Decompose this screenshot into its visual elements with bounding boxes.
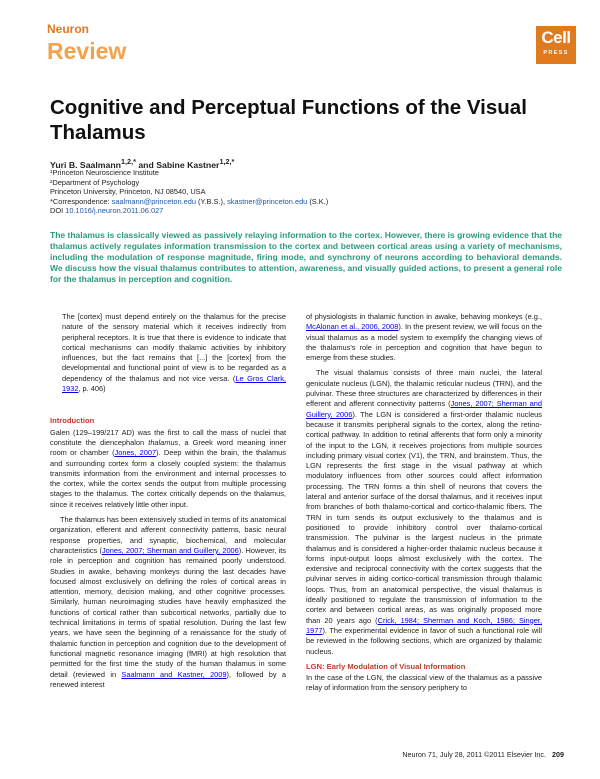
affiliations (50, 168, 328, 216)
section-heading-introduction: Introduction (50, 416, 95, 426)
abstract: The thalamus is classically viewed as passively relaying information to the cortex. However, there is growing evidence that the thalamus actively regulates information transmission to the cortex and between cortical areas using a variety of mechanisms, including the modulation of response magnitude, firing mode, and synchrony of neurons according to behavioral demands. We discuss how the visual thalamus contributes to attention, awareness, and visually guided actions, to present a general role for the thalamus in perception and cognition. (50, 230, 562, 284)
epigraph-citation[interactable]: Le Gros Clark, 1932 (62, 373, 286, 394)
text-run: ). The LGN is considered a first-order thalamic nucleus because it transmits peripheral signals to the cortex, along the retino-cortical pathway. In addition to retinal afferents that form only a minority of the input to the LGN, it receives projections from multiple sources including primary visual cortex (V1), the TRN, and brainstem. Thus, the LGN represents the first stage in the visual pathway at which modulatory influences from other sources could affect information processing. The TRN forms a thin shell of neurons that covers the lateral and anterior surface of the dorsal thalamus, and it receives input from branches of both thalamo-cortical and cortico-thalamic fibers. The TRN in turn sends its output exclusively to the thalamus and is positioned to provide inhibitory control over thalamo-cortical transmission. The pulvinar is the largest nucleus in the primate thalamus and is considered a higher-order thalamic nucleus because it forms input-output loops almost exclusively with the cortex. The extensive and reciprocal connectivity with the cortex suggests that the pulvinar serves in aiding cortico-cortical transmission through thalamic loops. Thus, from an anatomical perspective, the visual thalamus is ideally positioned to regulate the transmission of information to the cortex and between cortical areas, as was originally proposed more than 20 years ago ( (306, 409, 542, 625)
text-run: ), followed by a renewed interest (50, 669, 286, 689)
epigraph-page: , p. 406) (78, 384, 106, 394)
doi (50, 206, 328, 216)
right-paragraph-2 (306, 368, 542, 656)
right-paragraph-3: In the case of the LGN, the classical view of the thalamus as a passive relay of information from the sensory periphery to (306, 673, 542, 693)
intro-paragraph-2 (50, 515, 286, 690)
text-run: ). However, its role in perception and cognition has remained poorly understood. Studies in awake, behaving monkeys during the last decades have focused almost exclusively on defining the roles of cortical areas in attention, memory, decision making, and other cognitive processes. Similarly, human neuroimaging studies have heavily emphasized the functions of cortical rather than subcortical networks, partially due to technical limitations in terms of spatial resolution. During the last few years, we have seen the beginning of a renaissance for the study of thalamic function in perception and cognition due to the development of functional magnetic resonance imaging (fMRI) at high resolution that permitted for the first time the study of the human thalamus in some detail (reviewed in (50, 545, 287, 679)
page-number: 209 (552, 750, 564, 759)
author-2-affil: 1,2,* (219, 157, 235, 166)
author-2: Sabine Kastner (156, 159, 220, 170)
doi-link[interactable]: 10.1016/j.neuron.2011.06.027 (65, 206, 164, 216)
correspondence (50, 197, 328, 207)
citation-link[interactable]: McAlonan et al., 2006, 2008 (306, 322, 399, 332)
citation-link[interactable]: Jones, 2007; Sherman and Guillery, 2006 (306, 399, 543, 419)
affiliation-2: ²Department of Psychology (50, 177, 140, 187)
doi-label: DOI (50, 206, 66, 216)
logo-sub: PRESS (543, 50, 569, 56)
text-run: of physiologists in thalamic function in awake, behaving monkeys (e.g., (306, 312, 542, 321)
logo-main: Cell (541, 28, 571, 47)
article-title: Cognitive and Perceptual Functions of the Visual Thalamus (50, 96, 527, 144)
text-run: , a Greek word meaning inner room or chamber ( (50, 437, 286, 458)
footer-citation: Neuron 71, July 28, 2011 ©2011 Elsevier Inc. (402, 750, 546, 759)
author-1: Yuri B. Saalmann (50, 159, 121, 170)
section-heading-lgn: LGN: Early Modulation of Visual Information (306, 661, 466, 671)
text-run: The thalamus has been extensively studied in terms of its anatomical organization, efferent and afferent connectivity patterns, basic neural response properties, and synaptic, biochemical, and molecular characteristics ( (50, 515, 286, 555)
affiliation-1: ¹Princeton Neuroscience Institute (50, 168, 159, 177)
intro-paragraph-1 (50, 428, 286, 510)
text-run: Galen (129–199/217 AD) was the first to call the mass of nuclei that constitute the diencephalon (50, 427, 286, 447)
text-run: The visual thalamus consists of three main nuclei, the lateral geniculate nucleus (LGN), the thalamic reticular nucleus (TRN), and the pulvinar. These three structures are characterized by differences in their efferent and afferent connectivity patterns ( (306, 368, 542, 409)
epigraph-text: The [cortex] must depend entirely on the thalamus for the precise nature of the sensory material which it receives indirectly from peripheral receptors. It is true that there is evidence to indicate that cortical mechanisms can modify thalamic activities by inhibitory influences, but the fact remains that [...] the [cortex] from the developmental and functional point of view is to be regarded as a dependency of the thalamus and not vice versa. ( (62, 312, 286, 383)
section-label: Review (47, 38, 127, 64)
left-column (50, 312, 286, 695)
page-footer (402, 750, 564, 759)
journal-name: Neuron (47, 22, 89, 36)
citation-link[interactable]: Crick, 1984; Sherman and Koch, 1986; Singer, 1977 (306, 615, 542, 635)
right-column (306, 312, 542, 699)
author-1-affil: 1,2,* (120, 157, 136, 166)
citation-link[interactable]: Saalmann and Kastner, 2009 (121, 669, 227, 679)
epigraph (62, 312, 286, 394)
correspondence-label: *Correspondence: (50, 196, 112, 206)
correspondence-who-1: (Y.B.S.), (195, 196, 228, 206)
right-paragraph-1 (306, 312, 542, 363)
text-run: ). The experimental evidence in favor of such a functional role will be reviewed in the following sections, which are organized by thalamic nucleus. (306, 625, 542, 656)
citation-link[interactable]: Jones, 2007 (114, 448, 157, 458)
italic-term: thalamus (148, 437, 179, 447)
email-link-1[interactable]: saalmann@princeton.edu (111, 196, 196, 206)
text-run: ). In the present review, we will focus on the visual thalamus as a model system to exemplify the changing views of the thalamus's role in perception and cognition that have begun to emerge from these studies. (306, 322, 542, 363)
email-link-2[interactable]: skastner@princeton.edu (227, 196, 308, 206)
text-run: ). Deep within the brain, the thalamus and surrounding cortex form a closely coupled system: the thalamus transmits information from the environment and internal processes to the cortex, while the cortex sends the output from multiple processing stages to the thalamus. The cortex critically depends on the thalamus, since it receives relatively little other input. (50, 448, 286, 509)
author-conjunction: and (135, 159, 157, 170)
citation-link[interactable]: Jones, 2007; Sherman and Guillery, 2006 (101, 545, 239, 555)
correspondence-who-2: (S.K.) (307, 196, 329, 206)
affiliation-3: Princeton University, Princeton, NJ 08540, USA (50, 187, 206, 197)
cell-press-logo (536, 26, 576, 64)
